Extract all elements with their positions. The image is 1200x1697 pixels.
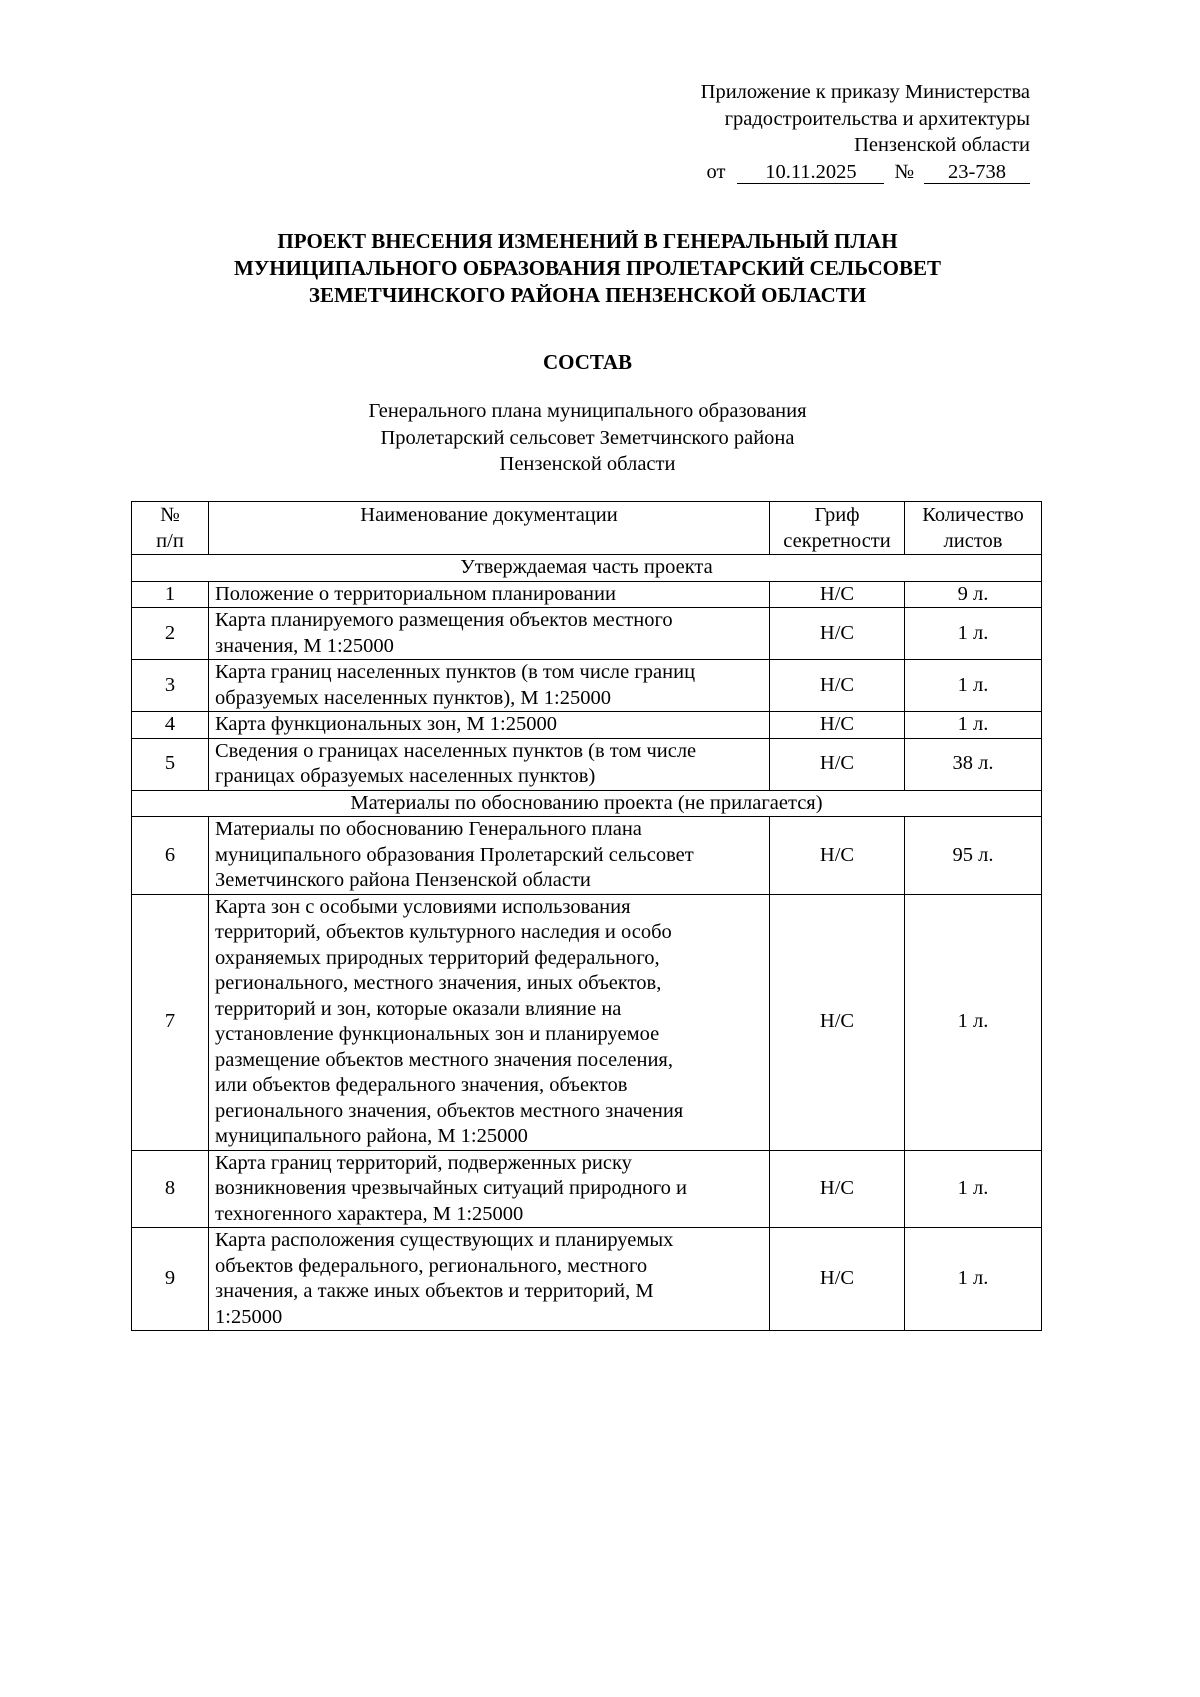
table-row xyxy=(132,581,1042,608)
document-name xyxy=(209,1228,770,1331)
document-name-line: территорий, объектов культурного наследия и особо xyxy=(215,921,672,943)
document-name xyxy=(209,738,770,790)
document-name-line: Карта границ территорий, подверженных риску xyxy=(215,1151,632,1174)
document-name-line: размещение объектов местного значения поселения, xyxy=(215,1048,673,1071)
table-row xyxy=(132,660,1042,712)
document-name-line: муниципального образования Пролетарский сельсовет xyxy=(215,843,694,866)
document-name xyxy=(209,608,770,660)
sheet-count: 1 л. xyxy=(905,660,1042,712)
secrecy-grade: Н/С xyxy=(770,1150,905,1228)
header-grif: Гриф секретности xyxy=(770,502,905,555)
document-name-line: Положение о территориальном планировании xyxy=(215,582,616,605)
secrecy-grade: Н/С xyxy=(770,712,905,739)
sheet-count: 95 л. xyxy=(905,817,1042,895)
order-date: 10.11.2025 xyxy=(737,161,884,184)
document-name xyxy=(209,712,770,739)
row-number: 3 xyxy=(132,660,209,712)
subtitle-line: Генерального плана муниципального образования xyxy=(368,400,807,422)
document-name-line: образуемых населенных пунктов), М 1:25000 xyxy=(215,686,611,709)
table-row xyxy=(132,1228,1042,1331)
document-title xyxy=(0,228,1175,309)
secrecy-grade: Н/С xyxy=(770,660,905,712)
document-name-line: Карта функциональных зон, М 1:25000 xyxy=(215,713,558,735)
sheet-count: 1 л. xyxy=(905,894,1042,1150)
composition-table xyxy=(131,501,1042,1331)
table-header-row xyxy=(132,502,1042,555)
document-name xyxy=(209,817,770,895)
date-prefix: от xyxy=(706,160,726,183)
secrecy-grade: Н/С xyxy=(770,1228,905,1331)
document-name-line: значения, М 1:25000 xyxy=(215,634,394,657)
document-name-line: регионального значения, объектов местного значения xyxy=(215,1099,684,1122)
section-row xyxy=(132,555,1042,582)
header-number: № п/п xyxy=(132,502,209,555)
document-name xyxy=(209,581,770,608)
document-name-line: муниципального района, М 1:25000 xyxy=(215,1125,528,1147)
secrecy-grade: Н/С xyxy=(770,894,905,1150)
approval-stamp xyxy=(701,79,1030,185)
header-quantity: Количество листов xyxy=(905,502,1042,555)
secrecy-grade: Н/С xyxy=(770,738,905,790)
approval-date-number-line xyxy=(701,159,1030,186)
header-name: Наименование документации xyxy=(209,502,770,555)
document-name-line: Сведения о границах населенных пунктов (в том числе xyxy=(215,739,697,762)
table-row xyxy=(132,738,1042,790)
document-name-line: территорий и зон, которые оказали влияние на xyxy=(215,997,622,1020)
row-number: 9 xyxy=(132,1228,209,1331)
document-name-line: Карта зон с особыми условиями использования xyxy=(215,895,631,918)
table-row xyxy=(132,894,1042,1150)
secrecy-grade: Н/С xyxy=(770,608,905,660)
document-name-line: регионального, местного значения, иных объектов, xyxy=(215,972,662,994)
title-line: ПРОЕКТ ВНЕСЕНИЯ ИЗМЕНЕНИЙ В ГЕНЕРАЛЬНЫЙ ПЛАН xyxy=(277,229,898,253)
document-name-line: Материалы по обоснованию Генерального плана xyxy=(215,818,642,840)
number-prefix: № xyxy=(894,160,914,183)
row-number: 7 xyxy=(132,894,209,1150)
approval-line: Пензенской области xyxy=(854,134,1030,156)
document-name-line: возникновения чрезвычайных ситуаций природного и xyxy=(215,1177,687,1199)
document-name-line: или объектов федерального значения, объектов xyxy=(215,1074,628,1096)
sheet-count: 1 л. xyxy=(905,1228,1042,1331)
document-name-line: значения, а также иных объектов и территорий, М xyxy=(215,1280,654,1302)
sheet-count: 1 л. xyxy=(905,608,1042,660)
sheet-count: 1 л. xyxy=(905,1150,1042,1228)
table-row xyxy=(132,712,1042,739)
sheet-count: 9 л. xyxy=(905,581,1042,608)
table-body xyxy=(132,555,1042,1331)
document-name-line: границах образуемых населенных пунктов) xyxy=(215,765,596,787)
sheet-count: 38 л. xyxy=(905,738,1042,790)
table-row xyxy=(132,817,1042,895)
subtitle-line: Пензенской области xyxy=(499,453,676,475)
title-line: МУНИЦИПАЛЬНОГО ОБРАЗОВАНИЯ ПРОЛЕТАРСКИЙ СЕЛЬСОВЕТ xyxy=(234,256,941,280)
approval-line: градостроительства и архитектуры xyxy=(724,107,1030,130)
section-title: Материалы по обоснованию проекта (не прилагается) xyxy=(132,790,1042,817)
document-name-line: Карта границ населенных пунктов (в том числе границ xyxy=(215,661,696,683)
document-name-line: Карта планируемого размещения объектов местного xyxy=(215,609,673,631)
subtitle-line: Пролетарский сельсовет Земетчинского района xyxy=(380,426,795,449)
approval-line: Приложение к приказу Министерства xyxy=(700,81,1030,103)
title-line: ЗЕМЕТЧИНСКОГО РАЙОНА ПЕНЗЕНСКОЙ ОБЛАСТИ xyxy=(308,283,867,307)
document-name xyxy=(209,894,770,1150)
row-number: 5 xyxy=(132,738,209,790)
table-row xyxy=(132,1150,1042,1228)
document-name-line: Земетчинского района Пензенской области xyxy=(215,869,591,891)
document-name-line: установление функциональных зон и планируемое xyxy=(215,1023,660,1045)
document-name xyxy=(209,1150,770,1228)
row-number: 8 xyxy=(132,1150,209,1228)
section-heading: СОСТАВ xyxy=(542,350,633,374)
document-name xyxy=(209,660,770,712)
table-row xyxy=(132,608,1042,660)
document-name-line: Карта расположения существующих и планируемых xyxy=(215,1229,674,1251)
document-name-line: техногенного характера, М 1:25000 xyxy=(215,1202,524,1225)
order-number: 23-738 xyxy=(924,161,1030,184)
section-title: Утверждаемая часть проекта xyxy=(132,555,1042,582)
document-name-line: 1:25000 xyxy=(215,1305,283,1328)
document-name-line: объектов федерального, регионального, местного xyxy=(215,1254,648,1277)
sheet-count: 1 л. xyxy=(905,712,1042,739)
row-number: 4 xyxy=(132,712,209,739)
row-number: 6 xyxy=(132,817,209,895)
row-number: 2 xyxy=(132,608,209,660)
section-row xyxy=(132,790,1042,817)
secrecy-grade: Н/С xyxy=(770,581,905,608)
row-number: 1 xyxy=(132,581,209,608)
document-name-line: охраняемых природных территорий федерального, xyxy=(215,946,660,969)
secrecy-grade: Н/С xyxy=(770,817,905,895)
document-subtitle xyxy=(0,398,1175,478)
